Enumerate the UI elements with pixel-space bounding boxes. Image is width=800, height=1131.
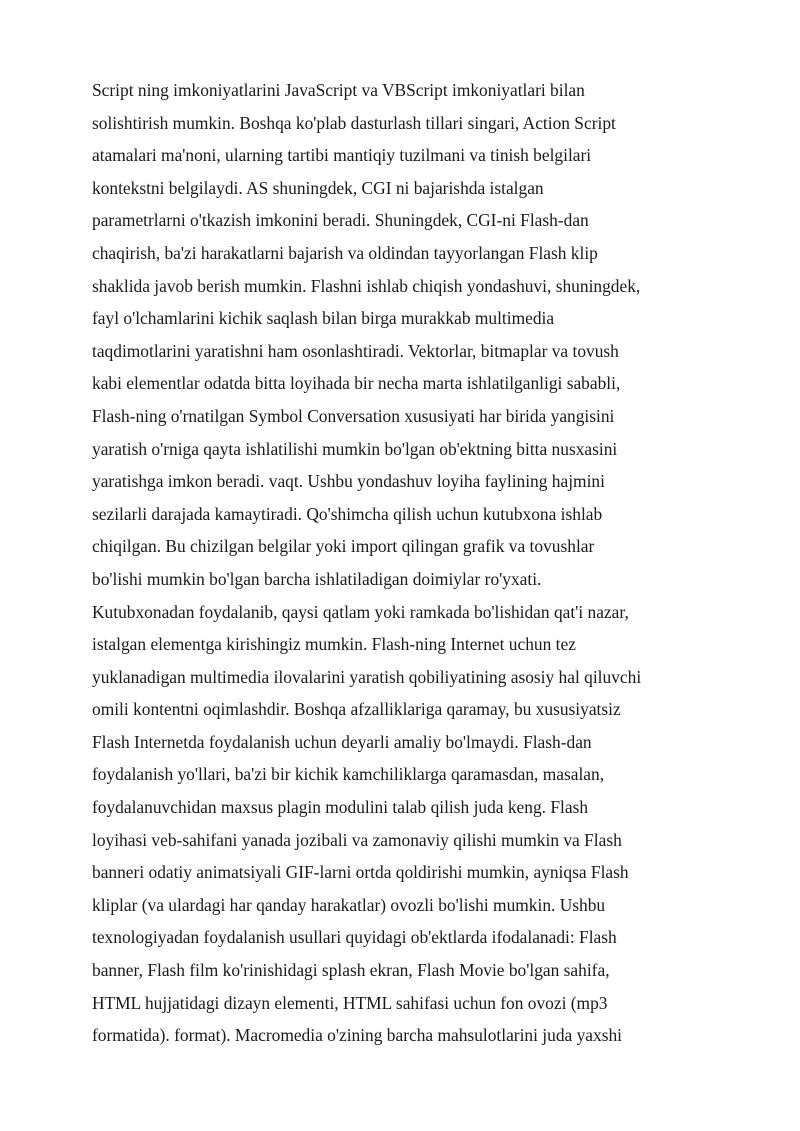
text-line: foydalanuvchidan maxsus plagin modulini talab qilish juda keng. Flash	[92, 797, 589, 818]
text-line: formatida). format). Macromedia o'zining barcha mahsulotlarini juda yaxshi	[92, 1025, 622, 1046]
text-line: texnologiyadan foydalanish usullari quyidagi ob'ektlarda ifodalanadi: Flash	[92, 927, 617, 948]
text-line: fayl o'lchamlarini kichik saqlash bilan birga murakkab multimedia	[92, 308, 555, 329]
text-line: yaratishga imkon beradi. vaqt. Ushbu yondashuv loyiha faylining hajmini	[92, 471, 605, 492]
body-text	[92, 74, 712, 1052]
text-line: foydalanish yo'llari, ba'zi bir kichik kamchiliklarga qaramasdan, masalan,	[92, 764, 605, 785]
text-line: Kutubxonadan foydalanib, qaysi qatlam yoki ramkada bo'lishidan qat'i nazar,	[92, 601, 629, 622]
text-line: istalgan elementga kirishingiz mumkin. Flash-ning Internet uchun tez	[92, 634, 576, 655]
text-line: yuklanadigan multimedia ilovalarini yaratish qobiliyatining asosiy hal qiluvchi	[92, 666, 642, 687]
text-line: omili kontentni oqimlashdir. Boshqa afzalliklariga qaramay, bu xususiyatsiz	[92, 699, 621, 720]
text-line: kabi elementlar odatda bitta loyihada bir necha marta ishlatilganligi sababli,	[92, 373, 621, 394]
text-line: Flash Internetda foydalanish uchun deyarli amaliy bo'lmaydi. Flash-dan	[92, 731, 592, 752]
text-line: chaqirish, ba'zi harakatlarni bajarish va oldindan tayyorlangan Flash klip	[92, 242, 598, 263]
text-line: banneri odatiy animatsiyali GIF-larni ortda qoldirishi mumkin, ayniqsa Flash	[92, 862, 629, 883]
text-line: Script ning imkoniyatlarini JavaScript va VBScript imkoniyatlari bilan	[92, 80, 585, 100]
text-line: banner, Flash film ko'rinishidagi splash ekran, Flash Movie bo'lgan sahifa,	[92, 960, 610, 981]
text-line: kontekstni belgilaydi. AS shuningdek, CGI ni bajarishda istalgan	[92, 177, 544, 198]
text-line: atamalari ma'noni, ularning tartibi mantiqiy tuzilmani va tinish belgilari	[92, 145, 592, 166]
text-line: kliplar (va ulardagi har qanday harakatlar) ovozli bo'lishi mumkin. Ushbu	[92, 894, 606, 915]
text-line: HTML hujjatidagi dizayn elementi, HTML sahifasi uchun fon ovozi (mp3	[92, 992, 608, 1013]
text-line: shaklida javob berish mumkin. Flashni ishlab chiqish yondashuvi, shuningdek,	[92, 275, 641, 296]
text-line: taqdimotlarini yaratishni ham osonlashtiradi. Vektorlar, bitmaplar va tovush	[92, 340, 619, 361]
text-line: solishtirish mumkin. Boshqa ko'plab dasturlash tillari singari, Action Script	[92, 112, 616, 133]
text-line: Flash-ning o'rnatilgan Symbol Conversation xususiyati har birida yangisini	[92, 405, 615, 426]
text-line: chiqilgan. Bu chizilgan belgilar yoki import qilingan grafik va tovushlar	[92, 536, 595, 557]
text-line: yaratish o'rniga qayta ishlatilishi mumkin bo'lgan ob'ektning bitta nusxasini	[92, 438, 618, 459]
text-line: loyihasi veb-sahifani yanada jozibali va zamonaviy qilishi mumkin va Flash	[92, 829, 622, 850]
text-line: parametrlarni o'tkazish imkonini beradi. Shuningdek, CGI-ni Flash-dan	[92, 210, 589, 231]
text-line: sezilarli darajada kamaytiradi. Qo'shimcha qilish uchun kutubxona ishlab	[92, 503, 603, 524]
text-line: bo'lishi mumkin bo'lgan barcha ishlatiladigan doimiylar ro'yxati.	[92, 568, 542, 589]
